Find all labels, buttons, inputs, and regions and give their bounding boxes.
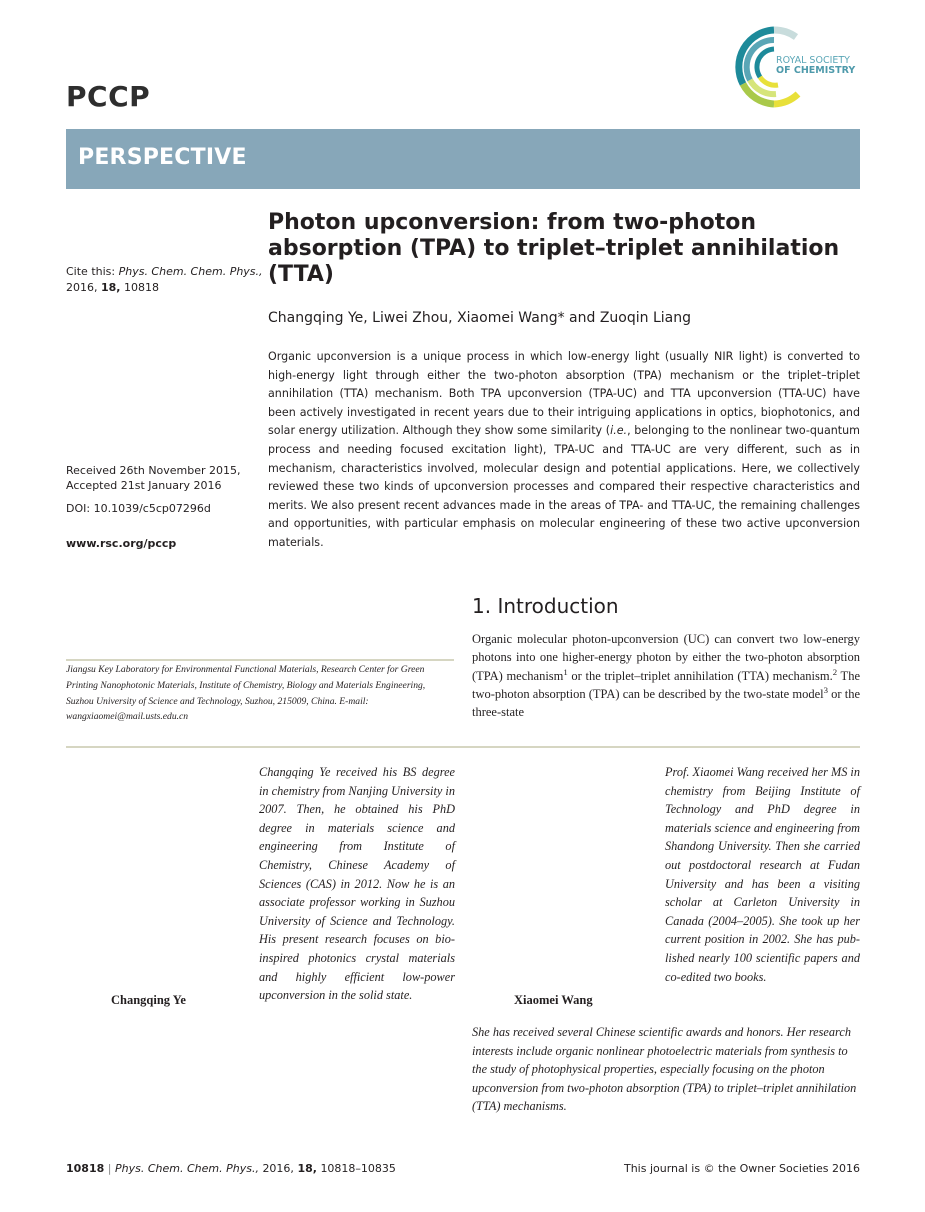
cite-journal: Phys. Chem. Chem. Phys., — [118, 265, 263, 278]
abstract-part-1: Organic upconversion is a unique process in which low-energy light (usually NIR light) is converted to high-energy light through either the two-photon absorption (TPA) mechanism or the triplet–triplet annihilation (TTA) mechanism. Both TPA upconversion (TPA-UC) and TTA upconversion (TTA-UC) have been actively investigated in recent years due to their intriguing applications in optics, biophotonics, and solar energy utilization. Although they show some similarity ( — [268, 350, 860, 438]
reference-2[interactable]: 2 — [832, 666, 838, 677]
article-title: Photon upconversion: from two-photon absorption (TPA) to triplet–triplet annihilation (TTA) — [268, 210, 840, 287]
page-footer-left — [66, 1162, 396, 1175]
doi[interactable]: DOI: 10.1039/c5cp07296d — [66, 502, 211, 515]
footer-year: 2016, — [262, 1162, 294, 1175]
footer-volume: 18, — [297, 1162, 317, 1175]
abstract-part-2: , belonging to the nonlinear two-quantum process and needing focused excitation light), TPA-UC and TTA-UC are very different, such as in mechanism, characteristics involved, molecular design and potential applications. Here, we collectively reviewed these two kinds of upconversion processes and compared their respective characteristics and merits. We also present recent advances made in the areas of TPA- and TTA-UC, the remaining challenges and opportunities, with particular emphasis on molecular engineering of these two active upconversion materials. — [268, 424, 860, 549]
rsc-line-1: ROYAL SOCIETY — [776, 55, 850, 66]
biography-divider — [66, 746, 860, 748]
cite-page: 10818 — [124, 281, 159, 294]
section-banner — [66, 129, 860, 189]
page-footer-right: This journal is © the Owner Societies 2016 — [623, 1162, 860, 1175]
cite-volume: 18, — [101, 281, 121, 294]
abstract-ie: i.e. — [610, 424, 628, 438]
intro-part-2: or the triplet–triplet annihilation (TTA) mechanism. — [567, 668, 833, 683]
journal-website-link[interactable]: www.rsc.org/pccp — [66, 537, 177, 550]
biography-name-wang: Xiaomei Wang — [514, 993, 593, 1007]
biography-text-wang-full: She has received several Chinese scientific awards and honors. Her research interests include organic nonlinear photoelectric materials from synthesis to the study of photophysical properties, especially focusing on the photon upconversion from two-photon absorption (TPA) to triplet–triplet annihilation (TTA) mechanisms. — [472, 1025, 857, 1114]
footer-pages: 10818–10835 — [320, 1162, 396, 1175]
accepted-date: Accepted 21st January 2016 — [66, 479, 222, 492]
abstract — [268, 348, 860, 553]
intro-part-4: or the three-state — [472, 686, 860, 720]
introduction-text — [472, 630, 860, 721]
biography-text-wang-column: Prof. Xiaomei Wang received her MS in chemistry from Beijing Institute of Technology and PhD degree in materials science and engineering from Shandong University. Then she carried out postdoctoral research at Fudan University and has been a visiting scholar at Carleton University in Canada (2004–2005). She took up her current position in 2002. She has pub-lished nearly 100 scientific papers and co-edited two books. — [665, 765, 860, 984]
reference-1[interactable]: 1 — [563, 666, 568, 677]
section-heading-introduction: 1. Introduction — [472, 594, 619, 618]
affiliation-divider — [66, 659, 454, 661]
publisher-logo — [734, 22, 864, 112]
author-list: Changqing Ye, Liwei Zhou, Xiaomei Wang* and Zuoqin Liang — [268, 310, 691, 326]
biography-text-ye: Changqing Ye received his BS degree in chemistry from Nanjing University in 2007. Then, he obtained his PhD degree in materials science and engineering from Institute of Chemistry, Chinese Academy of Sciences (CAS) in 2012. Now he is an associate professor working in Suzhou University of Science and Technology. His present research focuses on bio-inspired photonics crystal materials and highly efficient low-power upconversion in the solid state. — [259, 765, 455, 1003]
journal-name: PCCP — [66, 80, 151, 113]
cite-label: Cite this: — [66, 265, 116, 278]
section-banner-label: PERSPECTIVE — [78, 145, 247, 170]
cite-year: 2016, — [66, 281, 98, 294]
footer-journal: Phys. Chem. Chem. Phys., — [115, 1162, 259, 1175]
reference-3[interactable]: 3 — [823, 684, 828, 695]
citation — [66, 264, 263, 296]
rsc-line-2: OF CHEMISTRY — [776, 65, 856, 76]
page-number: 10818 — [66, 1162, 105, 1175]
intro-part-3: The two-photon absorption (TPA) can be described by the two-state model — [472, 668, 860, 701]
intro-part-1: Organic molecular photon-upconversion (UC) can convert two low-energy photons into one higher-energy photon by either the two-photon absorption (TPA) mechanism — [472, 632, 860, 683]
biography-name-ye: Changqing Ye — [111, 993, 186, 1007]
author-affiliation: Jiangsu Key Laboratory for Environmental Functional Materials, Research Center for Green Printing Nanophotonic Materials, Institute of Chemistry, Biology and Materials Engineering, Suzhou University of Science and Technology, Suzhou, 215009, China. E-mail: wangxiaomei@mail.usts.edu.cn — [66, 664, 426, 723]
received-date: Received 26th November 2015, — [66, 464, 241, 477]
footer-separator: | — [107, 1162, 112, 1175]
dates — [66, 463, 241, 493]
